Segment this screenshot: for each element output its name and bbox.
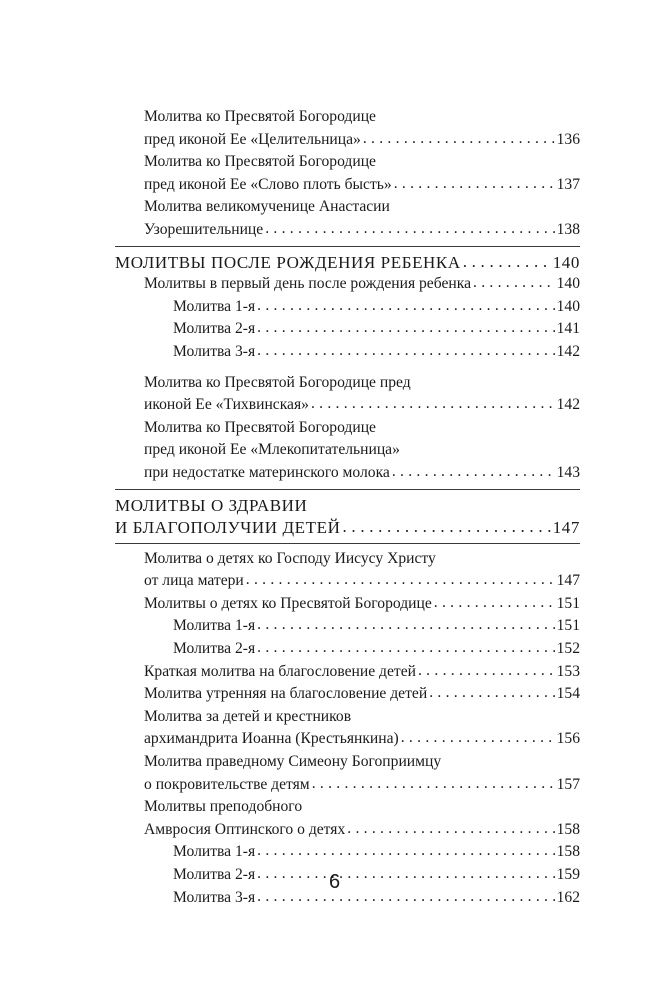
toc-entry [115, 685, 580, 708]
toc-leader-dots [257, 342, 554, 360]
toc-page-number: 152 [556, 640, 580, 658]
toc-leader-dots [257, 639, 554, 657]
toc-entry-title: Молитва 1-я [173, 617, 256, 635]
toc-entry [115, 843, 580, 866]
toc-entry-title: пред иконой Ее «Млекопитательница» [144, 441, 400, 459]
toc-page-number: 159 [556, 866, 580, 883]
toc-entry [115, 298, 580, 321]
spacer [115, 366, 580, 374]
toc-entry [115, 753, 580, 776]
toc-leader-dots [257, 616, 554, 634]
toc-entry-title: Молитва великомученице Анастасии [144, 198, 390, 216]
toc-entry-title: МОЛИТВЫ О ЗДРАВИИ [115, 495, 308, 515]
toc-entry-title: Амвросия Оптинского о детях [144, 820, 346, 838]
toc-leader-dots [392, 463, 555, 481]
toc-leader-dots [347, 820, 554, 838]
section-divider [115, 543, 580, 544]
toc-leader-dots [257, 297, 554, 315]
toc-page-number: 140 [552, 252, 580, 272]
toc-entry-title: Молитва за детей и крестников [144, 707, 352, 725]
toc-entry-title: о покровительстве детям [144, 775, 310, 793]
toc-entry-title: Молитва ко Пресвятой Богородице пред [144, 373, 411, 391]
toc-page-number: 141 [556, 320, 580, 338]
toc-entry-title: МОЛИТВЫ ПОСЛЕ РОЖДЕНИЯ РЕБЕНКА [115, 252, 461, 272]
toc-entry [115, 275, 580, 298]
toc-leader-dots [473, 274, 555, 292]
toc-entry-title: Молитва ко Пресвятой Богородице [144, 108, 376, 125]
toc-page-number: 143 [556, 463, 580, 481]
toc-section-heading [115, 518, 580, 541]
section-divider [115, 246, 580, 247]
toc-entry-title: Молитва 1-я [173, 297, 256, 315]
toc-entry [115, 617, 580, 640]
toc-entry-title: Молитва утренняя на благословение детей [144, 685, 428, 703]
toc-entry [115, 821, 580, 844]
toc-entry [115, 798, 580, 821]
toc-entry-title: пред иконой Ее «Слово плоть бысть» [144, 175, 392, 193]
toc-page-number: 158 [556, 820, 580, 838]
toc-page-number: 151 [556, 617, 580, 635]
toc-entry-title: Молитва 2-я [173, 640, 256, 658]
toc-leader-dots [463, 252, 551, 272]
toc-leader-dots [401, 729, 555, 747]
toc-entry-title: Молитва 2-я [173, 320, 256, 338]
toc-page-number: 138 [556, 220, 580, 238]
toc-entry [115, 640, 580, 663]
toc-entry-title: при недостатке материнского молока [144, 463, 390, 481]
toc-page-number: 142 [556, 342, 580, 360]
toc-page-number: 140 [556, 297, 580, 315]
toc-entry [115, 374, 580, 397]
section-divider [115, 489, 580, 490]
toc-entry [115, 221, 580, 244]
toc-leader-dots [343, 517, 551, 537]
toc-entry-title: Молитвы о детях ко Пресвятой Богородице [144, 594, 432, 612]
toc-page-number: 162 [556, 888, 580, 906]
toc-entry [115, 708, 580, 731]
toc-entry [115, 153, 580, 176]
toc-page-number: 157 [556, 775, 580, 793]
toc-page-number: 153 [556, 662, 580, 680]
toc-entry [115, 441, 580, 464]
toc-page-number: 154 [556, 685, 580, 703]
page-number: 6 [328, 871, 341, 893]
toc-page-number: 158 [556, 843, 580, 861]
toc-entry-title: Молитва о детях ко Господу Иисусу Христу [144, 549, 436, 567]
toc-page-number: 137 [556, 175, 580, 193]
toc-entry-title: Молитва ко Пресвятой Богородице [144, 418, 376, 436]
toc-leader-dots [363, 130, 555, 148]
toc-entry [115, 572, 580, 595]
toc-entry-title: от лица матери [144, 572, 244, 590]
toc-entry [115, 343, 580, 366]
toc-entry-title: И БЛАГОПОЛУЧИИ ДЕТЕЙ [115, 518, 341, 538]
toc-entry [115, 663, 580, 686]
toc-entry [115, 176, 580, 199]
toc-page-number: 147 [556, 572, 580, 590]
toc-leader-dots [257, 319, 554, 337]
toc-entry-title: иконой Ее «Тихвинская» [144, 396, 309, 414]
toc-leader-dots [312, 775, 555, 793]
toc-entry-title: Молитва ко Пресвятой Богородице [144, 153, 376, 171]
toc-section-heading [115, 496, 580, 519]
table-of-contents [115, 108, 580, 911]
toc-section-heading [115, 253, 580, 276]
toc-entry-title: Молитва праведному Симеону Богоприимцу [144, 753, 442, 771]
toc-leader-dots [394, 175, 555, 193]
toc-entry-title: пред иконой Ее «Целительница» [144, 130, 361, 148]
toc-leader-dots [257, 842, 554, 860]
toc-entry-title: Краткая молитва на благословение детей [144, 662, 416, 680]
toc-entry [115, 550, 580, 573]
toc-page-number: 151 [556, 594, 580, 612]
toc-page-number: 142 [556, 396, 580, 414]
toc-entry-title: Молитва 1-я [173, 843, 256, 861]
toc-entry [115, 108, 580, 131]
toc-page-number: 156 [556, 730, 580, 748]
toc-entry-title: Узорешительнице [144, 220, 264, 238]
toc-leader-dots [311, 395, 555, 413]
toc-entry [115, 730, 580, 753]
toc-entry [115, 198, 580, 221]
toc-page-number: 140 [556, 275, 580, 293]
toc-entry-title: Молитвы в первый день после рождения ребенка [144, 275, 471, 293]
toc-entry [115, 131, 580, 154]
toc-page-number: 136 [556, 130, 580, 148]
toc-entry [115, 320, 580, 343]
toc-entry [115, 396, 580, 419]
toc-entry-title: Молитва 3-я [173, 342, 256, 360]
toc-leader-dots [429, 684, 554, 702]
toc-entry [115, 776, 580, 799]
toc-entry-title: Молитва 2-я [173, 866, 256, 883]
toc-entry-title: Молитвы преподобного [144, 798, 303, 816]
toc-entry-title: Молитва 3-я [173, 888, 256, 906]
toc-entry [115, 419, 580, 442]
toc-leader-dots [265, 220, 554, 238]
toc-page-number: 147 [552, 518, 580, 538]
toc-leader-dots [246, 571, 555, 589]
toc-entry [115, 464, 580, 487]
toc-entry-title: архимандрита Иоанна (Крестьянкина) [144, 730, 399, 748]
toc-entry [115, 595, 580, 618]
toc-leader-dots [418, 662, 555, 680]
toc-leader-dots [434, 594, 555, 612]
